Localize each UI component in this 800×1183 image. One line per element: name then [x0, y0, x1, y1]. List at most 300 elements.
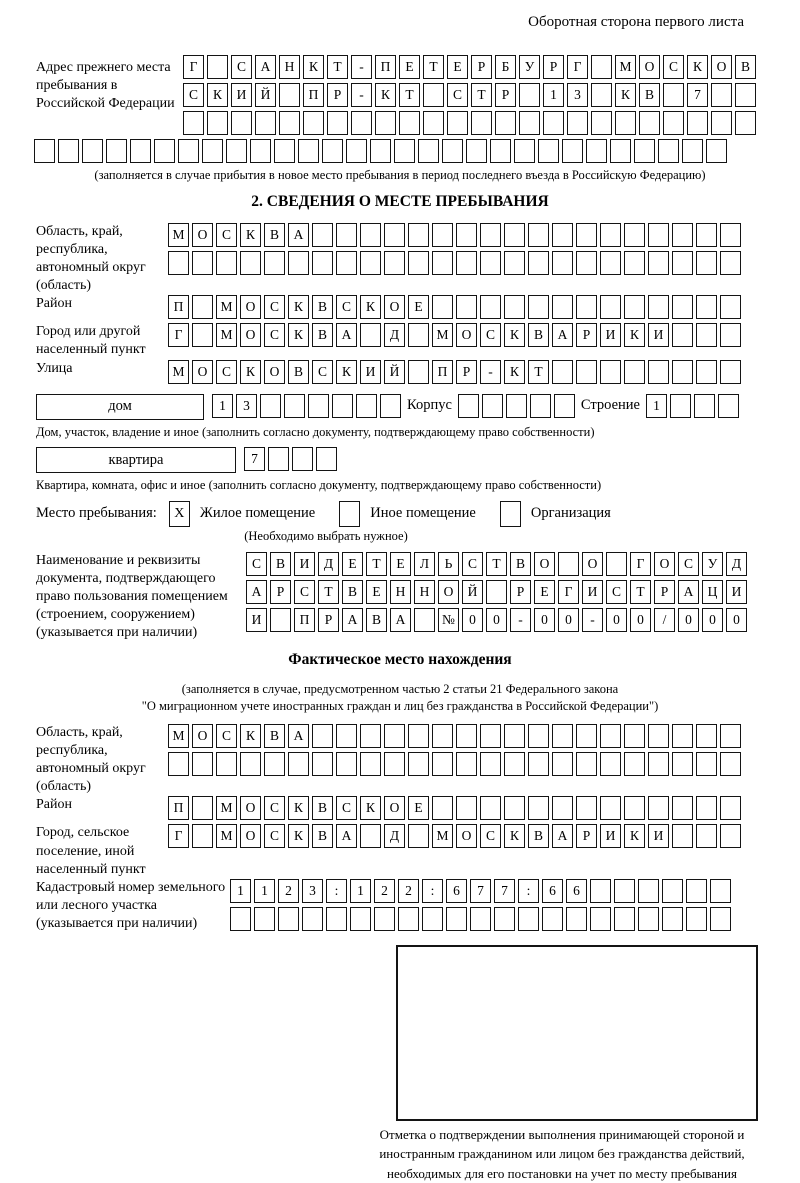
char-box[interactable]: В: [312, 323, 333, 347]
char-box[interactable]: [374, 907, 395, 931]
char-box[interactable]: С: [480, 323, 501, 347]
char-box[interactable]: [230, 907, 251, 931]
char-box[interactable]: [591, 111, 612, 135]
char-box[interactable]: [576, 796, 597, 820]
char-box[interactable]: К: [687, 55, 708, 79]
char-box[interactable]: [504, 223, 525, 247]
char-box[interactable]: [615, 111, 636, 135]
char-box[interactable]: [600, 295, 621, 319]
char-box[interactable]: 1: [212, 394, 233, 418]
char-box[interactable]: К: [240, 360, 261, 384]
char-box[interactable]: [720, 323, 741, 347]
char-box[interactable]: К: [375, 83, 396, 107]
char-box[interactable]: [696, 360, 717, 384]
char-box[interactable]: В: [366, 608, 387, 632]
char-box[interactable]: [240, 752, 261, 776]
char-box[interactable]: [639, 111, 660, 135]
char-box[interactable]: [216, 752, 237, 776]
char-box[interactable]: [292, 447, 313, 471]
char-box[interactable]: 7: [494, 879, 515, 903]
char-box[interactable]: [638, 879, 659, 903]
char-box[interactable]: [327, 111, 348, 135]
char-box[interactable]: :: [422, 879, 443, 903]
char-box[interactable]: О: [264, 360, 285, 384]
char-box[interactable]: К: [288, 323, 309, 347]
char-box[interactable]: [480, 295, 501, 319]
char-box[interactable]: М: [168, 724, 189, 748]
char-box[interactable]: [384, 752, 405, 776]
char-box[interactable]: К: [288, 295, 309, 319]
char-box[interactable]: С: [678, 552, 699, 576]
char-box[interactable]: В: [528, 824, 549, 848]
char-box[interactable]: Т: [423, 55, 444, 79]
char-box[interactable]: [192, 295, 213, 319]
char-box[interactable]: [408, 752, 429, 776]
char-box[interactable]: Р: [471, 55, 492, 79]
char-box[interactable]: [456, 752, 477, 776]
char-box[interactable]: [720, 295, 741, 319]
char-box[interactable]: А: [390, 608, 411, 632]
char-box[interactable]: [530, 394, 551, 418]
char-box[interactable]: [154, 139, 175, 163]
char-box[interactable]: [432, 223, 453, 247]
char-box[interactable]: [506, 394, 527, 418]
char-box[interactable]: О: [438, 580, 459, 604]
char-box[interactable]: Б: [495, 55, 516, 79]
char-box[interactable]: 7: [244, 447, 265, 471]
char-box[interactable]: [504, 724, 525, 748]
stay-type-checkbox-other-premises[interactable]: [339, 501, 360, 527]
char-box[interactable]: Т: [399, 83, 420, 107]
char-box[interactable]: А: [552, 824, 573, 848]
char-box[interactable]: [360, 323, 381, 347]
char-box[interactable]: [504, 295, 525, 319]
char-box[interactable]: С: [246, 552, 267, 576]
char-box[interactable]: [82, 139, 103, 163]
char-box[interactable]: [672, 295, 693, 319]
char-box[interactable]: [710, 879, 731, 903]
char-box[interactable]: С: [663, 55, 684, 79]
char-box[interactable]: [614, 907, 635, 931]
char-box[interactable]: К: [303, 55, 324, 79]
char-box[interactable]: [606, 552, 627, 576]
char-box[interactable]: [672, 323, 693, 347]
char-box[interactable]: С: [606, 580, 627, 604]
char-box[interactable]: А: [336, 824, 357, 848]
char-box[interactable]: К: [288, 796, 309, 820]
char-box[interactable]: [456, 223, 477, 247]
char-box[interactable]: В: [639, 83, 660, 107]
char-box[interactable]: [308, 394, 329, 418]
char-box[interactable]: [672, 251, 693, 275]
char-box[interactable]: [336, 752, 357, 776]
char-box[interactable]: [447, 111, 468, 135]
house-type-box[interactable]: дом: [36, 394, 204, 420]
char-box[interactable]: К: [504, 824, 525, 848]
char-box[interactable]: [360, 223, 381, 247]
char-box[interactable]: 3: [302, 879, 323, 903]
char-box[interactable]: :: [326, 879, 347, 903]
char-box[interactable]: [672, 824, 693, 848]
char-box[interactable]: [480, 223, 501, 247]
char-box[interactable]: [130, 139, 151, 163]
char-box[interactable]: -: [351, 83, 372, 107]
char-box[interactable]: Т: [318, 580, 339, 604]
char-box[interactable]: Р: [510, 580, 531, 604]
char-box[interactable]: Т: [486, 552, 507, 576]
char-box[interactable]: [519, 111, 540, 135]
char-box[interactable]: 0: [462, 608, 483, 632]
char-box[interactable]: А: [678, 580, 699, 604]
char-box[interactable]: С: [447, 83, 468, 107]
char-box[interactable]: И: [726, 580, 747, 604]
char-box[interactable]: Д: [384, 824, 405, 848]
char-box[interactable]: [432, 752, 453, 776]
char-box[interactable]: [600, 360, 621, 384]
char-box[interactable]: [284, 394, 305, 418]
char-box[interactable]: [600, 251, 621, 275]
char-box[interactable]: И: [231, 83, 252, 107]
char-box[interactable]: [399, 111, 420, 135]
char-box[interactable]: [504, 752, 525, 776]
char-box[interactable]: К: [240, 223, 261, 247]
char-box[interactable]: [480, 752, 501, 776]
char-box[interactable]: [278, 907, 299, 931]
char-box[interactable]: [663, 111, 684, 135]
char-box[interactable]: И: [648, 824, 669, 848]
char-box[interactable]: [360, 824, 381, 848]
char-box[interactable]: И: [246, 608, 267, 632]
char-box[interactable]: [442, 139, 463, 163]
char-box[interactable]: О: [240, 323, 261, 347]
char-box[interactable]: 2: [398, 879, 419, 903]
char-box[interactable]: [600, 724, 621, 748]
char-box[interactable]: [432, 295, 453, 319]
char-box[interactable]: [231, 111, 252, 135]
char-box[interactable]: [567, 111, 588, 135]
char-box[interactable]: В: [735, 55, 756, 79]
char-box[interactable]: [312, 724, 333, 748]
char-box[interactable]: К: [504, 323, 525, 347]
char-box[interactable]: [696, 251, 717, 275]
char-box[interactable]: Г: [630, 552, 651, 576]
char-box[interactable]: [504, 796, 525, 820]
char-box[interactable]: [624, 724, 645, 748]
char-box[interactable]: Д: [384, 323, 405, 347]
char-box[interactable]: [576, 223, 597, 247]
char-box[interactable]: [432, 724, 453, 748]
char-box[interactable]: /: [654, 608, 675, 632]
char-box[interactable]: [264, 752, 285, 776]
char-box[interactable]: Е: [534, 580, 555, 604]
char-box[interactable]: [720, 796, 741, 820]
char-box[interactable]: [648, 752, 669, 776]
char-box[interactable]: [298, 139, 319, 163]
char-box[interactable]: [720, 724, 741, 748]
char-box[interactable]: -: [582, 608, 603, 632]
char-box[interactable]: Н: [279, 55, 300, 79]
char-box[interactable]: -: [510, 608, 531, 632]
char-box[interactable]: И: [360, 360, 381, 384]
char-box[interactable]: 7: [687, 83, 708, 107]
char-box[interactable]: О: [384, 295, 405, 319]
char-box[interactable]: [360, 724, 381, 748]
char-box[interactable]: 1: [646, 394, 667, 418]
char-box[interactable]: [375, 111, 396, 135]
char-box[interactable]: В: [288, 360, 309, 384]
char-box[interactable]: В: [312, 796, 333, 820]
char-box[interactable]: [480, 724, 501, 748]
char-box[interactable]: [34, 139, 55, 163]
char-box[interactable]: [566, 907, 587, 931]
char-box[interactable]: 2: [278, 879, 299, 903]
char-box[interactable]: Г: [168, 323, 189, 347]
char-box[interactable]: Й: [384, 360, 405, 384]
char-box[interactable]: С: [231, 55, 252, 79]
char-box[interactable]: О: [240, 796, 261, 820]
char-box[interactable]: Д: [318, 552, 339, 576]
char-box[interactable]: 0: [486, 608, 507, 632]
char-box[interactable]: [312, 223, 333, 247]
char-box[interactable]: [720, 223, 741, 247]
char-box[interactable]: :: [518, 879, 539, 903]
char-box[interactable]: К: [615, 83, 636, 107]
char-box[interactable]: О: [639, 55, 660, 79]
char-box[interactable]: К: [624, 323, 645, 347]
char-box[interactable]: [672, 752, 693, 776]
char-box[interactable]: [207, 111, 228, 135]
char-box[interactable]: №: [438, 608, 459, 632]
char-box[interactable]: С: [264, 824, 285, 848]
char-box[interactable]: П: [432, 360, 453, 384]
char-box[interactable]: [586, 139, 607, 163]
char-box[interactable]: [240, 251, 261, 275]
char-box[interactable]: [696, 752, 717, 776]
char-box[interactable]: [312, 251, 333, 275]
char-box[interactable]: 0: [630, 608, 651, 632]
char-box[interactable]: М: [168, 360, 189, 384]
char-box[interactable]: К: [360, 295, 381, 319]
char-box[interactable]: [576, 752, 597, 776]
char-box[interactable]: 1: [350, 879, 371, 903]
char-box[interactable]: И: [600, 323, 621, 347]
char-box[interactable]: С: [264, 796, 285, 820]
char-box[interactable]: М: [615, 55, 636, 79]
char-box[interactable]: О: [240, 824, 261, 848]
char-box[interactable]: [624, 295, 645, 319]
char-box[interactable]: [408, 360, 429, 384]
char-box[interactable]: 0: [558, 608, 579, 632]
char-box[interactable]: [710, 907, 731, 931]
char-box[interactable]: И: [294, 552, 315, 576]
char-box[interactable]: С: [480, 824, 501, 848]
char-box[interactable]: [686, 879, 707, 903]
char-box[interactable]: [696, 223, 717, 247]
char-box[interactable]: Ь: [438, 552, 459, 576]
char-box[interactable]: [720, 824, 741, 848]
char-box[interactable]: [192, 251, 213, 275]
char-box[interactable]: С: [336, 295, 357, 319]
char-box[interactable]: [58, 139, 79, 163]
char-box[interactable]: О: [384, 796, 405, 820]
char-box[interactable]: [600, 752, 621, 776]
char-box[interactable]: [562, 139, 583, 163]
char-box[interactable]: И: [648, 323, 669, 347]
char-box[interactable]: [384, 223, 405, 247]
char-box[interactable]: А: [255, 55, 276, 79]
char-box[interactable]: С: [216, 360, 237, 384]
char-box[interactable]: [686, 907, 707, 931]
char-box[interactable]: 0: [534, 608, 555, 632]
char-box[interactable]: -: [351, 55, 372, 79]
char-box[interactable]: [554, 394, 575, 418]
char-box[interactable]: Т: [471, 83, 492, 107]
char-box[interactable]: [696, 323, 717, 347]
char-box[interactable]: [346, 139, 367, 163]
char-box[interactable]: Р: [543, 55, 564, 79]
char-box[interactable]: В: [312, 824, 333, 848]
char-box[interactable]: [408, 223, 429, 247]
char-box[interactable]: [576, 360, 597, 384]
char-box[interactable]: Е: [366, 580, 387, 604]
char-box[interactable]: [552, 251, 573, 275]
char-box[interactable]: [322, 139, 343, 163]
char-box[interactable]: [207, 55, 228, 79]
char-box[interactable]: Т: [528, 360, 549, 384]
char-box[interactable]: [528, 752, 549, 776]
char-box[interactable]: Е: [447, 55, 468, 79]
char-box[interactable]: [687, 111, 708, 135]
char-box[interactable]: [648, 796, 669, 820]
char-box[interactable]: О: [240, 295, 261, 319]
char-box[interactable]: П: [168, 295, 189, 319]
char-box[interactable]: [696, 724, 717, 748]
char-box[interactable]: [303, 111, 324, 135]
char-box[interactable]: [106, 139, 127, 163]
char-box[interactable]: [226, 139, 247, 163]
char-box[interactable]: К: [207, 83, 228, 107]
char-box[interactable]: [634, 139, 655, 163]
char-box[interactable]: П: [168, 796, 189, 820]
char-box[interactable]: [351, 111, 372, 135]
char-box[interactable]: [706, 139, 727, 163]
char-box[interactable]: [663, 83, 684, 107]
char-box[interactable]: Е: [408, 295, 429, 319]
char-box[interactable]: И: [600, 824, 621, 848]
char-box[interactable]: [312, 752, 333, 776]
char-box[interactable]: [316, 447, 337, 471]
char-box[interactable]: [260, 394, 281, 418]
char-box[interactable]: [648, 360, 669, 384]
char-box[interactable]: [494, 907, 515, 931]
char-box[interactable]: [576, 251, 597, 275]
char-box[interactable]: Е: [399, 55, 420, 79]
char-box[interactable]: [648, 724, 669, 748]
char-box[interactable]: Р: [327, 83, 348, 107]
char-box[interactable]: [255, 111, 276, 135]
char-box[interactable]: [350, 907, 371, 931]
char-box[interactable]: [614, 879, 635, 903]
char-box[interactable]: [514, 139, 535, 163]
char-box[interactable]: 0: [606, 608, 627, 632]
char-box[interactable]: [279, 83, 300, 107]
char-box[interactable]: [336, 724, 357, 748]
char-box[interactable]: [470, 907, 491, 931]
char-box[interactable]: [418, 139, 439, 163]
char-box[interactable]: [360, 752, 381, 776]
char-box[interactable]: [422, 907, 443, 931]
char-box[interactable]: [360, 251, 381, 275]
char-box[interactable]: [250, 139, 271, 163]
char-box[interactable]: [696, 295, 717, 319]
char-box[interactable]: А: [246, 580, 267, 604]
char-box[interactable]: В: [270, 552, 291, 576]
char-box[interactable]: [504, 251, 525, 275]
char-box[interactable]: К: [504, 360, 525, 384]
char-box[interactable]: [542, 907, 563, 931]
char-box[interactable]: [624, 223, 645, 247]
apartment-type-box[interactable]: квартира: [36, 447, 236, 473]
char-box[interactable]: [576, 295, 597, 319]
char-box[interactable]: И: [582, 580, 603, 604]
char-box[interactable]: [682, 139, 703, 163]
char-box[interactable]: [456, 295, 477, 319]
char-box[interactable]: [624, 796, 645, 820]
char-box[interactable]: О: [711, 55, 732, 79]
char-box[interactable]: С: [216, 223, 237, 247]
char-box[interactable]: [648, 251, 669, 275]
char-box[interactable]: 3: [567, 83, 588, 107]
char-box[interactable]: М: [432, 323, 453, 347]
char-box[interactable]: [279, 111, 300, 135]
char-box[interactable]: А: [288, 223, 309, 247]
char-box[interactable]: [591, 83, 612, 107]
char-box[interactable]: [456, 724, 477, 748]
char-box[interactable]: [482, 394, 503, 418]
char-box[interactable]: Й: [255, 83, 276, 107]
char-box[interactable]: [528, 223, 549, 247]
char-box[interactable]: [268, 447, 289, 471]
char-box[interactable]: Л: [414, 552, 435, 576]
char-box[interactable]: 3: [236, 394, 257, 418]
char-box[interactable]: [384, 251, 405, 275]
char-box[interactable]: Р: [576, 824, 597, 848]
char-box[interactable]: [288, 251, 309, 275]
char-box[interactable]: С: [264, 323, 285, 347]
char-box[interactable]: [495, 111, 516, 135]
char-box[interactable]: [624, 360, 645, 384]
char-box[interactable]: [202, 139, 223, 163]
char-box[interactable]: [408, 724, 429, 748]
char-box[interactable]: [336, 251, 357, 275]
char-box[interactable]: [288, 752, 309, 776]
char-box[interactable]: [394, 139, 415, 163]
char-box[interactable]: С: [183, 83, 204, 107]
char-box[interactable]: [543, 111, 564, 135]
char-box[interactable]: [192, 796, 213, 820]
char-box[interactable]: [192, 323, 213, 347]
char-box[interactable]: [591, 55, 612, 79]
char-box[interactable]: [528, 251, 549, 275]
char-box[interactable]: Е: [408, 796, 429, 820]
char-box[interactable]: [370, 139, 391, 163]
char-box[interactable]: В: [510, 552, 531, 576]
char-box[interactable]: [610, 139, 631, 163]
char-box[interactable]: [414, 608, 435, 632]
char-box[interactable]: Г: [183, 55, 204, 79]
char-box[interactable]: [552, 223, 573, 247]
char-box[interactable]: [528, 796, 549, 820]
